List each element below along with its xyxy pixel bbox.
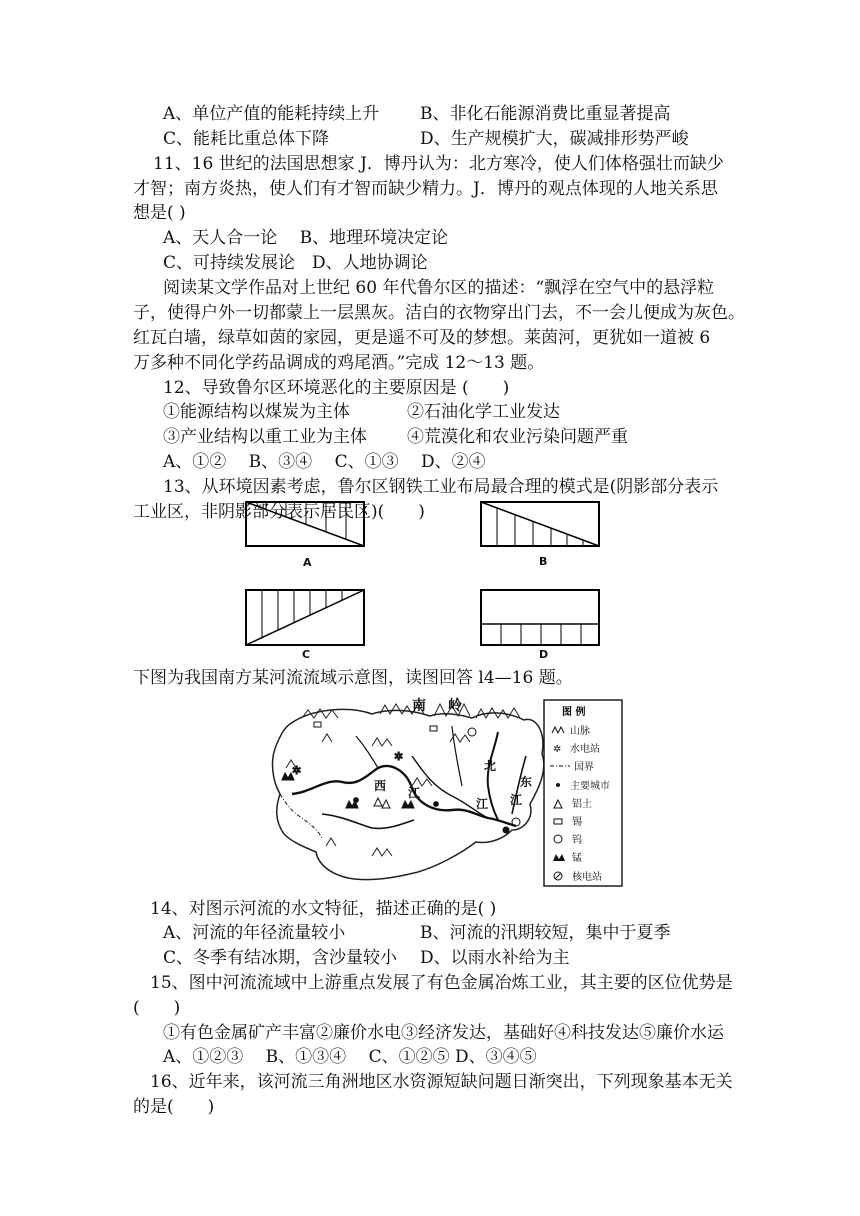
- q10-option-b: B、非化石能源消费比重显著提高: [420, 104, 671, 124]
- passage-line-1: 阅读某文学作品对上世纪 60 年代鲁尔区的描述：“飘浮在空气中的悬浮粒: [163, 278, 715, 298]
- q10-option-a: A、单位产值的能耗持续上升: [163, 104, 380, 124]
- q14-stem: 14、对图示河流的水文特征，描述正确的是( ): [150, 899, 497, 919]
- diagram-c-label: C: [302, 648, 311, 661]
- q13-line-2: 工业区，非阴影部分表示居民区)( ): [133, 502, 425, 522]
- national-border: [280, 794, 322, 838]
- q10-option-c: C、能耗比重总体下降: [163, 129, 330, 149]
- q10-option-d: D、生产规模扩大，碳减排形势严峻: [420, 129, 689, 149]
- q12-item-1: ①能源结构以煤炭为主体: [163, 402, 350, 422]
- city-icon: [503, 827, 509, 833]
- map-intro: 下图为我国南方某河流流域示意图，读图回答 l4—16 题。: [133, 668, 573, 688]
- rivers: [292, 726, 526, 828]
- layout-diagrams: [245, 494, 615, 664]
- q11-options-cd: C、可持续发展论 D、人地协调论: [163, 253, 428, 273]
- q14-option-c: C、冬季有结冰期，含沙量较小: [163, 948, 398, 968]
- q11-line-1: 11、16 世纪的法国思想家 J．博丹认为：北方寒冷，使人们体格强壮而缺少: [153, 154, 724, 174]
- q11-options-ab: A、天人合一论 B、地理环境决定论: [163, 228, 449, 248]
- q12-options: A、①② B、③④ C、①③ D、②④: [163, 452, 486, 472]
- legend-hydropower-icon: ✲: [553, 744, 562, 755]
- map-label-xi: 西: [374, 779, 387, 793]
- legend-city: 主要城市: [570, 781, 610, 792]
- passage-line-3: 红瓦白墙，绿草如茵的家园，更是遥不可及的梦想。莱茵河，更犹如一道被 6: [133, 328, 711, 348]
- q16-line-1: 16、近年来，该河流三角洲地区水资源短缺问题日渐突出，下列现象基本无关: [150, 1072, 733, 1092]
- diagram-c: [246, 590, 364, 645]
- tin-icon: [430, 726, 437, 731]
- bauxite-icon: [374, 798, 382, 806]
- legend-title: 图 例: [562, 707, 586, 718]
- legend-nuclear: 核电站: [572, 872, 602, 883]
- map-label-dong: 东: [520, 775, 533, 789]
- map-legend: [544, 700, 622, 886]
- q11-line-2: 才智；南方炎热，使人们有才智而缺少精力。J．博丹的观点体现的人地关系思: [133, 179, 718, 199]
- map-label-bei: 北: [484, 759, 497, 773]
- q12-item-4: ④荒漠化和农业污染问题严重: [407, 427, 628, 447]
- map-label-jiang3: 江: [510, 793, 523, 807]
- bauxite-icon: [382, 800, 390, 808]
- q13-line-1: 13、从环境因素考虑，鲁尔区钢铁工业布局最合理的模式是(阴影部分表示: [163, 477, 719, 497]
- diagram-a-label: A: [303, 556, 312, 569]
- hydropower-icon: ✲: [394, 750, 404, 763]
- q12-item-2: ②石油化学工业发达: [407, 402, 560, 422]
- q16-line-2: 的是( ): [133, 1097, 215, 1117]
- diagram-d-label: D: [539, 648, 549, 661]
- map-label-jiang2: 江: [476, 797, 489, 811]
- manganese-icon: [402, 801, 414, 808]
- map-label-ling: 岭: [448, 698, 462, 714]
- legend-tin: 锡: [572, 817, 582, 828]
- q14-option-d: D、以雨水补给为主: [420, 948, 570, 968]
- passage-line-4: 万多种不同化学药品调成的鸡尾酒。”完成 12～13 题。: [133, 353, 545, 373]
- legend-border: 国界: [574, 762, 594, 773]
- diagram-b: [481, 502, 599, 546]
- q12-item-3: ③产业结构以重工业为主体: [163, 427, 367, 447]
- diagram-a: [246, 502, 364, 546]
- passage-line-2: 子，使得户外一切都蒙上一层黑灰。洁白的衣物穿出门去，不一会儿便成为灰色。: [133, 303, 745, 323]
- legend-manganese: 锰: [572, 853, 582, 864]
- diagram-d: [481, 590, 599, 645]
- diagram-b-label: B: [539, 555, 548, 568]
- q14-option-b: B、河流的汛期较短，集中于夏季: [420, 923, 671, 943]
- q14-option-a: A、河流的年径流量较小: [163, 923, 346, 943]
- tungsten-icon: [468, 728, 476, 736]
- map-label-nan: 南: [412, 698, 426, 714]
- legend-tungsten: 钨: [572, 835, 582, 846]
- city-icon: [434, 802, 439, 807]
- tin-icon: [314, 722, 321, 727]
- q15-options: A、①②③ B、①③④ C、①②⑤ D、③④⑤: [163, 1047, 537, 1067]
- hydropower-icon: ✲: [292, 764, 302, 777]
- legend-hydropower: 水电站: [570, 744, 600, 755]
- q15-line-1: 15、图中河流流域中上游重点发展了有色金属冶炼工业，其主要的区位优势是: [150, 973, 733, 993]
- legend-city-icon: [556, 783, 560, 787]
- q15-line-2: ( ): [133, 998, 181, 1018]
- q11-line-3: 想是( ): [133, 203, 186, 223]
- river-basin-map: [262, 696, 642, 892]
- legend-bauxite: 铝土: [572, 799, 592, 810]
- q15-items: ①有色金属矿产丰富②廉价水电③经济发达，基础好④科技发达⑤廉价水运: [163, 1023, 724, 1043]
- q12-stem: 12、导致鲁尔区环境恶化的主要原因是 ( ): [163, 378, 510, 398]
- map-label-jiang1: 江: [408, 786, 421, 800]
- legend-mountain: 山脉: [570, 726, 590, 737]
